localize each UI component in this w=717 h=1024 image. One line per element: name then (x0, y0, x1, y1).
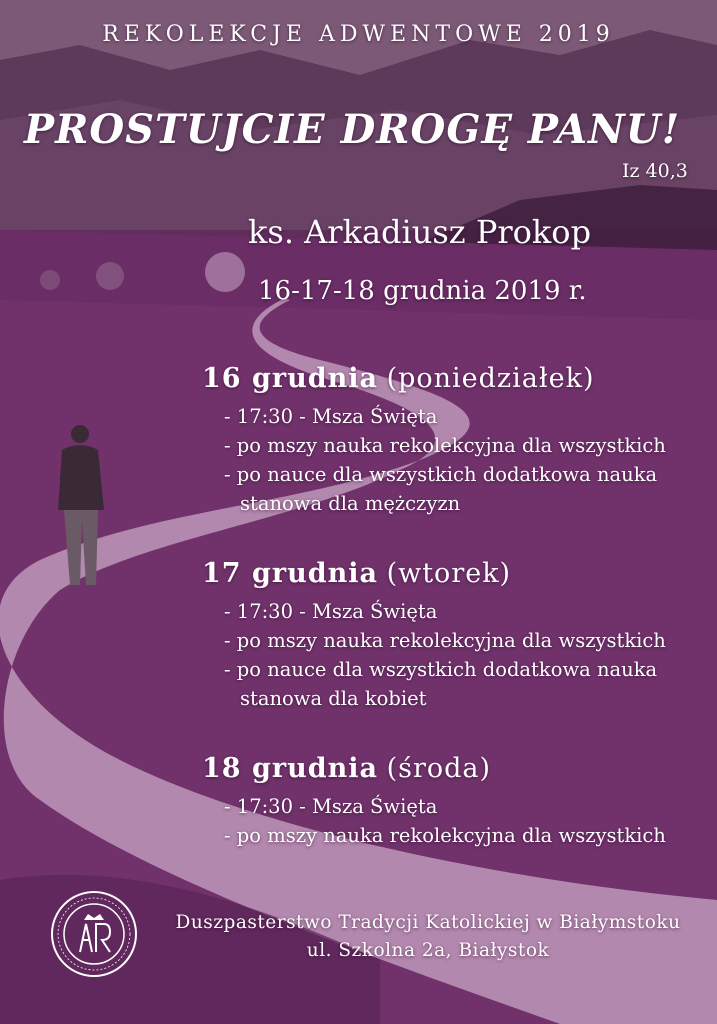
day-1-item-3: - po nauce dla wszystkich dodatkowa nauka (224, 463, 658, 486)
day-2-item-2: - po mszy nauka rekolekcyjna dla wszystkich (224, 629, 666, 652)
day-2-date: 17 grudnia (202, 558, 378, 589)
footer-address: ul. Szkolna 2a, Białystok (306, 940, 550, 961)
series-title: REKOLEKCJE ADWENTOWE 2019 (102, 22, 615, 47)
day-2-heading (202, 558, 511, 589)
day-1-item-2: - po mszy nauka rekolekcyjna dla wszystkich (224, 434, 666, 457)
event-dates: 16-17-18 grudnia 2019 r. (258, 276, 587, 306)
day-2-item-3: - po nauce dla wszystkich dodatkowa nauka (224, 658, 658, 681)
speaker-name: ks. Arkadiusz Prokop (248, 213, 592, 251)
day-3-date: 18 grudnia (202, 753, 378, 784)
day-3-item-2: - po mszy nauka rekolekcyjna dla wszystkich (224, 824, 666, 847)
day-2-item-3-cont: stanowa dla kobiet (240, 687, 427, 710)
day-2-weekday: (wtorek) (386, 558, 512, 589)
seal-logo-icon (50, 890, 138, 978)
day-1-date: 16 grudnia (202, 363, 378, 394)
day-1-heading (202, 363, 595, 394)
day-1-item-3-cont: stanowa dla mężczyzn (240, 492, 461, 515)
footer-organization: Duszpasterstwo Tradycji Katolickiej w Białymstoku (175, 912, 681, 933)
day-1-item-1: - 17:30 - Msza Święta (224, 405, 438, 428)
day-3-item-1: - 17:30 - Msza Święta (224, 795, 438, 818)
day-2-item-1: - 17:30 - Msza Święta (224, 600, 438, 623)
day-3-heading (202, 753, 491, 784)
day-3-weekday: (środa) (386, 753, 492, 784)
bible-reference: Iz 40,3 (622, 160, 688, 182)
main-title: PROSTUJCIE DROGĘ PANU! (24, 106, 681, 153)
day-1-weekday: (poniedziałek) (386, 363, 595, 394)
